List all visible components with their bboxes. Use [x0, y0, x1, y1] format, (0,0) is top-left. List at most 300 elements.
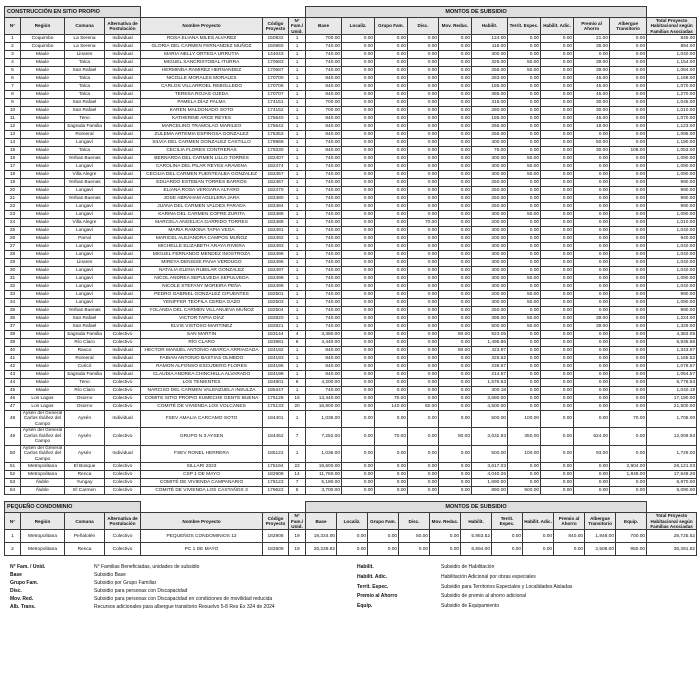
cell: Río Claro — [65, 386, 105, 394]
cell: 5,935.86 — [647, 338, 697, 346]
col-total: Total Proyecto Habitacional según Familias Asociadas — [647, 18, 697, 35]
cell: 1,053.00 — [647, 146, 697, 154]
cell: 0.00 — [574, 410, 610, 428]
cell: 250.00 — [472, 178, 508, 186]
cell: 0.00 — [439, 338, 472, 346]
cell: 0.00 — [375, 138, 408, 146]
cell: 0.00 — [342, 50, 375, 58]
cell: 18 — [5, 170, 21, 178]
cell: 0.00 — [375, 346, 408, 354]
cell: 19 — [289, 543, 306, 556]
cell: 4,440.00 — [306, 338, 342, 346]
cell: 50 — [5, 445, 21, 463]
cell: Individual — [105, 445, 141, 463]
cell: 144043 — [263, 50, 289, 58]
cell: 17 — [5, 162, 21, 170]
cell: Individual — [105, 170, 141, 178]
cell: 184198 — [263, 370, 289, 378]
cell: 1 — [289, 42, 306, 50]
cell: Maule — [21, 250, 65, 258]
cell: 18.00 — [574, 122, 610, 130]
cell: Individual — [105, 282, 141, 290]
cell: Individual — [105, 122, 141, 130]
cell: 0.00 — [610, 386, 647, 394]
cell: KARINA DEL CARMEN COFRE ZURITA — [141, 210, 263, 218]
cell: 0.00 — [375, 306, 408, 314]
cell: 80.00 — [439, 346, 472, 354]
cell: Linares — [65, 258, 105, 266]
cell: 45 — [5, 386, 21, 394]
cell: 325.00 — [472, 58, 508, 66]
cell: 300.00 — [472, 226, 508, 234]
cell: 315.00 — [472, 98, 508, 106]
cell: 0.00 — [342, 114, 375, 122]
cell: Individual — [105, 274, 141, 282]
cell: 184801 — [263, 378, 289, 386]
cell: 5,090.00 — [647, 487, 697, 495]
cell: 1 — [289, 258, 306, 266]
cell: 0.00 — [574, 479, 610, 487]
cell: 300.00 — [472, 154, 508, 162]
cell: Romeral — [65, 130, 105, 138]
cell: 0.00 — [541, 394, 574, 402]
cell: 250.00 — [472, 306, 508, 314]
cell: Individual — [105, 194, 141, 202]
cell: 0.00 — [508, 42, 541, 50]
cell: 1,706.00 — [647, 410, 697, 428]
cell: 170707 — [263, 90, 289, 98]
cell: 0.00 — [541, 290, 574, 298]
cell: 940.00 — [647, 234, 697, 242]
cell: 0.00 — [439, 386, 472, 394]
cell: 0.00 — [342, 378, 375, 386]
cell: 624.00 — [574, 428, 610, 446]
header-spacer — [647, 502, 697, 513]
cell: Longaví — [65, 250, 105, 258]
cell: 1,123.00 — [647, 122, 697, 130]
cell: Maule — [21, 178, 65, 186]
cell: 740.00 — [306, 282, 342, 290]
cell: 0.00 — [342, 394, 375, 402]
cell: 31 — [5, 274, 21, 282]
table-row — [5, 210, 697, 218]
cell: 29 — [5, 258, 21, 266]
cell: 93.00 — [574, 445, 610, 463]
cell: 1,495.86 — [472, 338, 508, 346]
cell: Individual — [105, 210, 141, 218]
cell: Maule — [21, 130, 65, 138]
cell: 20 — [5, 186, 21, 194]
cell: Individual — [105, 98, 141, 106]
cell: 14 — [289, 471, 306, 479]
cell: 740.00 — [306, 290, 342, 298]
cell: 1,190.00 — [647, 138, 697, 146]
cell: 1 — [289, 162, 306, 170]
cell: 0.00 — [508, 378, 541, 386]
cell: 182480 — [263, 194, 289, 202]
cell: Linares — [65, 50, 105, 58]
cell: 840.00 — [306, 122, 342, 130]
cell: GLORIA DEL CARMEN FERNANDEZ MUÑOZ — [141, 42, 263, 50]
cell: NICOLLE MORALES MORALES — [141, 74, 263, 82]
cell: 0.00 — [541, 445, 574, 463]
cell: 0.00 — [375, 202, 408, 210]
table-row — [5, 194, 697, 202]
cell: Longaví — [65, 162, 105, 170]
cell: 0.00 — [439, 138, 472, 146]
cell: 0.00 — [408, 306, 439, 314]
cell: 0.00 — [492, 530, 523, 543]
cell: 0.00 — [342, 74, 375, 82]
cell: 50.00 — [508, 322, 541, 330]
table-row — [5, 218, 697, 226]
cell: 19 — [5, 178, 21, 186]
cell: 170687 — [263, 66, 289, 74]
cell: 1 — [289, 146, 306, 154]
cell: El Bosque — [65, 463, 105, 471]
table-row — [5, 186, 697, 194]
cell: CAROLINA DEL PILAR REYES ARAVENA — [141, 162, 263, 170]
cell: 740.00 — [306, 306, 342, 314]
cell: Individual — [105, 218, 141, 226]
cell: 185.00 — [472, 114, 508, 122]
cell: 0.00 — [439, 146, 472, 154]
cell: 0.00 — [342, 362, 375, 370]
cell: 184192 — [263, 346, 289, 354]
cell: 0.00 — [342, 386, 375, 394]
col-numero: N° — [5, 18, 21, 35]
cell: 1 — [289, 354, 306, 362]
cell: 49 — [5, 428, 21, 446]
cell: 840.00 — [306, 354, 342, 362]
cell: San Rafael — [65, 66, 105, 74]
cell: 300.00 — [472, 258, 508, 266]
cell: Maule — [21, 74, 65, 82]
table-row — [5, 34, 697, 42]
cell: 840.00 — [306, 82, 342, 90]
cell: 50.00 — [508, 162, 541, 170]
cell: 0.00 — [408, 194, 439, 202]
cell: 1 — [289, 58, 306, 66]
cell: 1 — [289, 82, 306, 90]
cell: 0.00 — [439, 463, 472, 471]
cell: 0.00 — [574, 402, 610, 410]
cell: 0.00 — [508, 306, 541, 314]
cell: 80.00 — [439, 330, 472, 338]
cell: Individual — [105, 234, 141, 242]
cell: Maule — [21, 314, 65, 322]
column-header-row — [5, 18, 697, 35]
cell: 0.00 — [541, 338, 574, 346]
cell: 170706 — [263, 82, 289, 90]
col-base: Base — [306, 513, 337, 530]
cell: 740.00 — [306, 58, 342, 66]
cell: Maule — [21, 170, 65, 178]
cell: 0.00 — [508, 282, 541, 290]
cell: 5,953.52 — [461, 530, 492, 543]
cell: Maule — [21, 282, 65, 290]
cell: Individual — [105, 90, 141, 98]
cell: 0.00 — [610, 154, 647, 162]
cell: Colectivo — [105, 378, 141, 386]
cell: 0.00 — [375, 210, 408, 218]
cell: 0.00 — [610, 378, 647, 386]
cell: 0.00 — [541, 362, 574, 370]
cell: 0.00 — [342, 58, 375, 66]
cell: 990.00 — [647, 306, 697, 314]
cell: 0.00 — [574, 130, 610, 138]
cell: 70.00 — [408, 218, 439, 226]
cell: 0.00 — [610, 170, 647, 178]
table-row — [5, 370, 697, 378]
cell: 1 — [289, 130, 306, 138]
cell: 0.00 — [342, 445, 375, 463]
legend-term: Grupo Fam. — [10, 580, 39, 587]
col-num-familias: N° Fam./ Unid. — [289, 18, 306, 35]
cell: Maule — [21, 346, 65, 354]
cell: 0.00 — [610, 338, 647, 346]
legend-desc: Subsidio para Territorios Especiales y Localidades Aisladas — [441, 583, 573, 590]
cell: 1,090.00 — [647, 210, 697, 218]
cell: 0.00 — [508, 202, 541, 210]
cell: 0.00 — [375, 82, 408, 90]
cell: 0.00 — [541, 314, 574, 322]
cell: 70.00 — [375, 428, 408, 446]
cell: 0.00 — [342, 428, 375, 446]
cell: 0.00 — [375, 298, 408, 306]
cell: 0.00 — [375, 50, 408, 58]
cell: 0.00 — [541, 234, 574, 242]
cell: 1 — [289, 90, 306, 98]
cell: Peñalolén — [65, 530, 105, 543]
cell: CLAUDIA ANDREA CHINCHILLA ALVARADO — [141, 370, 263, 378]
cell: Teno — [65, 378, 105, 386]
column-header-row — [5, 513, 697, 530]
cell: 0.00 — [408, 242, 439, 250]
cell: KATHERINE ARCE REYES — [141, 114, 263, 122]
legend-desc: Subsidio de Habilitación — [441, 564, 495, 571]
cell: 0.00 — [508, 362, 541, 370]
cell: 1 — [289, 266, 306, 274]
cell: 0.00 — [439, 306, 472, 314]
cell: Maule — [21, 194, 65, 202]
cell: San Rafael — [65, 322, 105, 330]
cell: 0.00 — [610, 428, 647, 446]
cell: 0.00 — [574, 386, 610, 394]
cell: 0.00 — [408, 138, 439, 146]
cell: Maule — [21, 338, 65, 346]
cell: 0.00 — [508, 234, 541, 242]
cell: 1 — [289, 346, 306, 354]
cell: 0.00 — [375, 463, 408, 471]
cell: 0.00 — [439, 154, 472, 162]
cell: 6,694.00 — [461, 543, 492, 556]
cell: YOLANDA DEL CARMEN VILLANUEVA MUÑOZ — [141, 306, 263, 314]
cell: Individual — [105, 306, 141, 314]
cell: 0.00 — [541, 378, 574, 386]
cell: Maule — [21, 210, 65, 218]
cell: 0.00 — [342, 266, 375, 274]
cell: Maule — [21, 122, 65, 130]
cell: 0.00 — [408, 178, 439, 186]
cell: 0.00 — [541, 74, 574, 82]
cell: 1,084.00 — [647, 66, 697, 74]
cell: 150832 — [263, 34, 289, 42]
cell: 0.00 — [610, 354, 647, 362]
cell: 175642 — [263, 122, 289, 130]
cell: 0.00 — [408, 42, 439, 50]
cell: 1 — [289, 202, 306, 210]
cell: 740.00 — [306, 50, 342, 58]
cell: 1,036.00 — [306, 410, 342, 428]
cell: CSP 1 DE MAYO — [141, 471, 263, 479]
cell: 0.00 — [408, 410, 439, 428]
cell: Colectivo — [105, 487, 141, 495]
cell: 0.00 — [508, 242, 541, 250]
cell: 0.00 — [610, 218, 647, 226]
cell: 2 — [5, 42, 21, 50]
cell: Longaví — [65, 242, 105, 250]
cell: 0.00 — [408, 290, 439, 298]
cell: 75.00 — [472, 146, 508, 154]
cell: ELVIS VISTOSO MARTINEZ — [141, 322, 263, 330]
cell: 0.00 — [439, 226, 472, 234]
cell: 0.00 — [342, 146, 375, 154]
cell: Individual — [105, 154, 141, 162]
cell: 0.00 — [574, 471, 610, 479]
cell: 1,168.00 — [647, 74, 697, 82]
cell: 0.00 — [541, 202, 574, 210]
cell: 0.00 — [408, 146, 439, 154]
cell: 0.00 — [375, 90, 408, 98]
table-row — [5, 346, 697, 354]
cell: 45.00 — [574, 82, 610, 90]
cell: 0.00 — [375, 378, 408, 386]
cell: 740.00 — [306, 194, 342, 202]
table-row — [5, 306, 697, 314]
table-row — [5, 282, 697, 290]
cell: Individual — [105, 42, 141, 50]
cell: 39 — [5, 338, 21, 346]
cell: 0.00 — [439, 282, 472, 290]
cell: 0.00 — [342, 186, 375, 194]
cell: 0.00 — [610, 330, 647, 338]
cell: 1 — [289, 114, 306, 122]
cell: Osorno — [65, 402, 105, 410]
cell: 0.00 — [375, 242, 408, 250]
cell: 0.00 — [408, 74, 439, 82]
table-row — [5, 386, 697, 394]
cell: 30.00 — [574, 98, 610, 106]
cell: 0.00 — [508, 330, 541, 338]
cell: 182501 — [263, 290, 289, 298]
table-row — [5, 154, 697, 162]
table-row — [5, 463, 697, 471]
cell: 1 — [289, 250, 306, 258]
cell: 0.00 — [342, 234, 375, 242]
cell: MICHELLE ELIZABETH ARAYA RIVERA — [141, 242, 263, 250]
cell: 740.00 — [306, 186, 342, 194]
cell: 0.00 — [610, 130, 647, 138]
cell: 4,363.05 — [647, 330, 697, 338]
cell: 0.00 — [439, 178, 472, 186]
cell: 118.00 — [472, 42, 508, 50]
cell: 0.00 — [375, 314, 408, 322]
table-row — [5, 138, 697, 146]
cell: Maule — [21, 370, 65, 378]
cell: 0.00 — [337, 543, 368, 556]
table-row — [5, 479, 697, 487]
cell: 0.00 — [408, 362, 439, 370]
cell: 50.00 — [574, 138, 610, 146]
cell: 0.00 — [610, 234, 647, 242]
cell: 0.00 — [610, 362, 647, 370]
cell: 894.00 — [647, 42, 697, 50]
cell: Individual — [105, 114, 141, 122]
cell: COMITE SITIO PROPIO KUMECHE GENTE BUENA — [141, 394, 263, 402]
cell: 182503 — [263, 298, 289, 306]
cell: 0.00 — [508, 138, 541, 146]
cell: 0.00 — [574, 186, 610, 194]
cell: 4,040.26 — [472, 471, 508, 479]
cell: Metropolitana — [21, 530, 65, 543]
cell: 0.00 — [541, 487, 574, 495]
cell: Teno — [65, 114, 105, 122]
cell: 0.00 — [508, 122, 541, 130]
cell: 0.00 — [342, 202, 375, 210]
cell: 3,360.00 — [306, 330, 342, 338]
cell: 8 — [5, 90, 21, 98]
cell: PEQUEÑOS CONDOMINIOS 12 — [141, 530, 263, 543]
cell: 1,040.00 — [647, 258, 697, 266]
cell: 0.00 — [439, 314, 472, 322]
cell: 0.00 — [375, 194, 408, 202]
cell: 0.00 — [439, 74, 472, 82]
cell: Maule — [21, 50, 65, 58]
cell: 740.00 — [306, 226, 342, 234]
cell: 1 — [289, 242, 306, 250]
cell: 21,500.00 — [647, 402, 697, 410]
cell: 175194 — [263, 463, 289, 471]
cell: 0.00 — [408, 445, 439, 463]
cell: 0.00 — [342, 34, 375, 42]
cell: Individual — [105, 410, 141, 428]
cell: 0.00 — [574, 258, 610, 266]
cell: 0.00 — [541, 471, 574, 479]
col-albergue: Albergue Transitorio — [585, 513, 616, 530]
cell: 923.05 — [472, 330, 508, 338]
cell: 300.00 — [472, 50, 508, 58]
cell: La Serena — [65, 42, 105, 50]
cell: 182504 — [263, 306, 289, 314]
cell: GRUPO N 3 AYSEN — [141, 428, 263, 446]
cell: 1 — [289, 74, 306, 82]
cell: 0.00 — [342, 354, 375, 362]
cell: SILVIA DEL CARMEN GONZALEZ CASTILLO — [141, 138, 263, 146]
cell: 740.00 — [306, 234, 342, 242]
cell: 0.00 — [610, 250, 647, 258]
cell: Sagrada Familia — [65, 330, 105, 338]
cell: 7 — [289, 479, 306, 487]
section-title-row — [5, 7, 697, 18]
cell: 1 — [289, 226, 306, 234]
cell: 280.00 — [472, 106, 508, 114]
cell: 0.00 — [375, 186, 408, 194]
cell: 0.00 — [408, 322, 439, 330]
cell: 150850 — [263, 42, 289, 50]
legend-desc: Subsidio para personas con Discapacidad en condiciones de movilidad reducida — [94, 596, 273, 603]
cell: 0.00 — [439, 471, 472, 479]
